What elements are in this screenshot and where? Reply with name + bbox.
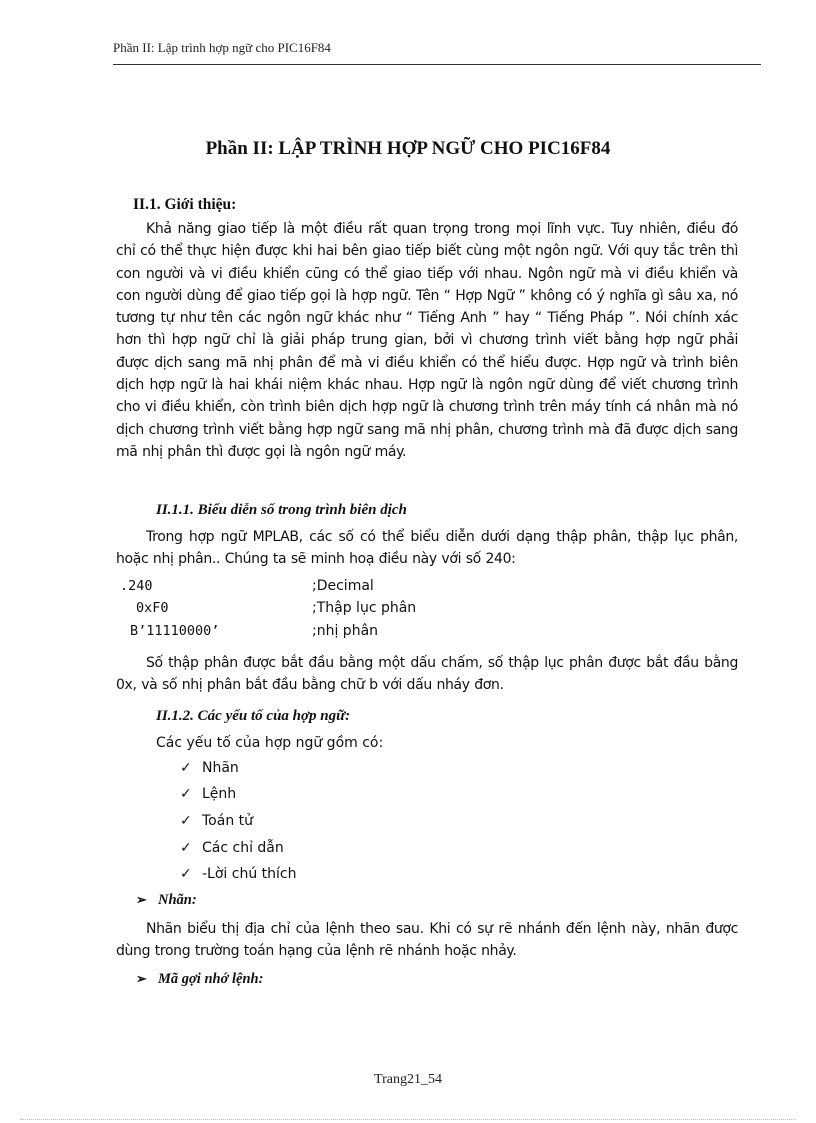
page-title: Phần II: LẬP TRÌNH HỢP NGỮ CHO PIC16F84 — [205, 138, 611, 159]
mnemonic-heading — [136, 971, 263, 988]
list-item — [180, 866, 296, 888]
list-item — [180, 786, 236, 808]
section-heading-intro: II.1. Giới thiệu: — [133, 196, 237, 213]
example-row — [116, 578, 738, 600]
list-item-label: Lệnh — [202, 786, 237, 802]
elements-intro: Các yếu tố của hợp ngữ gồm có: — [156, 735, 384, 751]
list-item — [180, 813, 253, 835]
example-row — [116, 623, 738, 645]
page-header: Phần II: Lập trình hợp ngữ cho PIC16F84 — [113, 40, 761, 65]
list-item — [180, 840, 284, 862]
subsection-heading-elements: II.1.2. Các yếu tố của hợp ngữ: — [156, 708, 351, 724]
checkmark-icon: ✓ — [180, 760, 192, 776]
elements-list — [116, 760, 738, 890]
list-item-label: Nhãn — [202, 760, 239, 776]
example-comment: ;Decimal — [312, 578, 374, 594]
checkmark-icon: ✓ — [180, 786, 192, 802]
label-heading — [136, 892, 197, 909]
label-heading-row — [116, 892, 738, 914]
mnemonic-heading-text: Mã gợi nhớ lệnh: — [158, 971, 264, 987]
label-paragraph: Nhãn biểu thị địa chỉ của lệnh theo sau. Khi có sự rẽ nhánh đến lệnh này, nhãn được dùng trong trường toán hạng của lệnh rẽ nhánh hoặc nhảy. — [116, 921, 738, 960]
example-code: .240 — [120, 578, 153, 594]
arrow-bullet-icon: ➢ — [136, 971, 147, 986]
example-code: 0xF0 — [136, 600, 169, 616]
example-comment: ;nhị phân — [312, 623, 379, 639]
page-number: Trang21_54 — [374, 1072, 442, 1087]
arrow-bullet-icon: ➢ — [136, 892, 147, 907]
list-item-label: -Lời chú thích — [202, 866, 297, 882]
page-bottom-divider — [20, 1119, 796, 1120]
list-item-label: Các chỉ dẫn — [202, 840, 284, 856]
list-item-label: Toán tử — [202, 813, 254, 829]
mnemonic-heading-row — [116, 971, 738, 993]
subsection-heading-number-representation: II.1.1. Biểu diễn số trong trình biên dịch — [156, 502, 407, 518]
number-representation-paragraph: Trong hợp ngữ MPLAB, các số có thể biểu diễn dưới dạng thập phân, thập lục phân, hoặc nhị phân.. Chúng ta sẽ minh hoạ điều này với số 240: — [116, 529, 738, 568]
list-item — [180, 760, 239, 782]
checkmark-icon: ✓ — [180, 813, 192, 829]
example-code: B’11110000’ — [130, 623, 220, 639]
label-heading-text: Nhãn: — [158, 892, 197, 908]
checkmark-icon: ✓ — [180, 866, 192, 882]
intro-paragraph: Khả năng giao tiếp là một điều rất quan trọng trong mọi lĩnh vực. Tuy nhiên, điều đó chỉ có thể thực hiện được khi hai bên giao tiếp biết cùng một ngôn ngữ. Với quy tắc trên thì con người và vi điều khiển cũng có thể giao tiếp với nhau. Ngôn ngữ mà vi điều khiển và con người dùng để giao tiếp gọi là hợp ngữ. Tên “ Hợp Ngữ ” không có ý nghĩa gì sâu xa, nó tương tự như tên các ngôn ngữ khác như “ Tiếng Anh ” hay “ Tiếng Pháp ”. Nói chính xác hơn thì hợp ngữ chỉ là giải pháp trung gian, bởi vì chương trình viết bằng hợp ngữ phải được dịch sang mã nhị phân để mà vi điều khiển có thể hiểu được. Hợp ngữ và trình biên dịch hợp ngữ là hai khái niệm khác nhau. Hợp ngữ là ngôn ngữ dùng để viết chương trình cho vi điều khiển, còn trình biên dịch hợp ngữ là chương trình trên máy tính cá nhân mà nó dịch chương trình viết bằng hợp ngữ sang mã nhị phân, chương trình mà đã được dịch sang mã nhị phân thì được gọi là ngôn ngữ máy. — [116, 221, 738, 460]
example-comment: ;Thập lục phân — [312, 600, 417, 616]
checkmark-icon: ✓ — [180, 840, 192, 856]
number-prefix-note: Số thập phân được bắt đầu bằng một dấu chấm, số thập lục phân được bắt đầu bằng 0x, và số nhị phân bắt đầu bằng chữ b với dấu nháy đơn. — [116, 655, 738, 694]
number-examples — [116, 578, 738, 648]
example-row — [116, 600, 738, 622]
